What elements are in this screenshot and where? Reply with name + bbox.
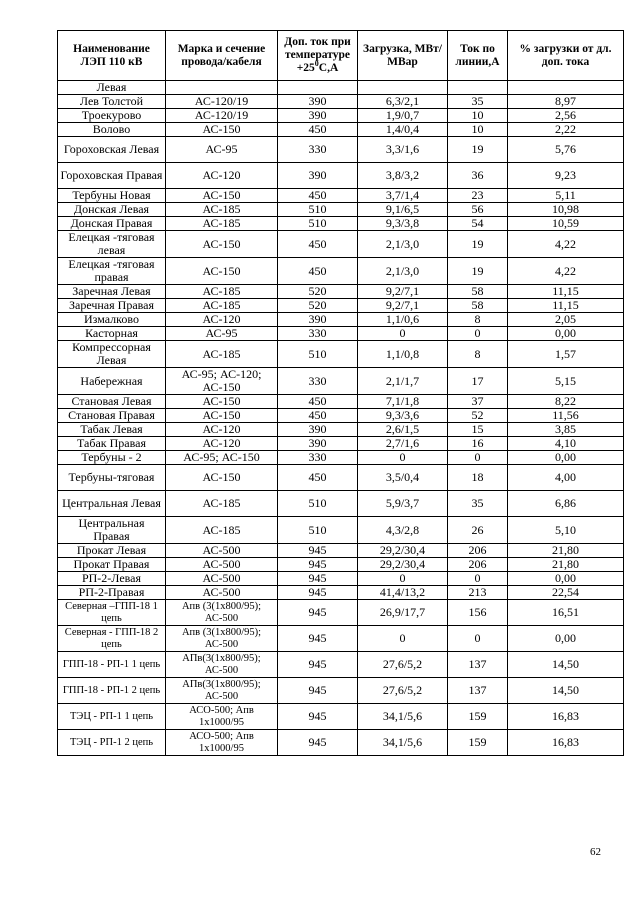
table-row <box>58 137 624 163</box>
table-header-row <box>58 31 624 81</box>
table-row <box>58 163 624 189</box>
wire-cell: АС-150 <box>166 395 278 409</box>
load-cell: 4,3/2,8 <box>358 517 448 544</box>
line-current-cell: 58 <box>448 299 508 313</box>
wire-cell: АС-500 <box>166 572 278 586</box>
line-name-cell: Табак Правая <box>58 437 166 451</box>
line-current-cell: 0 <box>448 626 508 652</box>
load-cell: 5,9/3,7 <box>358 491 448 517</box>
allowed-current-cell: 450 <box>278 189 358 203</box>
table-row <box>58 258 624 285</box>
allowed-current-cell: 520 <box>278 299 358 313</box>
load-percent-cell: 4,00 <box>508 465 624 491</box>
allowed-current-cell: 330 <box>278 368 358 395</box>
wire-cell: АПв(3(1х800/95); АС-500 <box>166 678 278 704</box>
wire-cell: АС-500 <box>166 544 278 558</box>
wire-cell: АС-95 <box>166 137 278 163</box>
allowed-current-cell: 330 <box>278 327 358 341</box>
table-row <box>58 341 624 368</box>
wire-cell: АС-150 <box>166 258 278 285</box>
load-cell: 3,5/0,4 <box>358 465 448 491</box>
table-row <box>58 678 624 704</box>
line-current-cell: 159 <box>448 704 508 730</box>
table-row <box>58 423 624 437</box>
wire-cell: АС-185 <box>166 341 278 368</box>
table-row <box>58 203 624 217</box>
table-row <box>58 544 624 558</box>
wire-cell: АС-150 <box>166 409 278 423</box>
allowed-current-cell: 945 <box>278 600 358 626</box>
table-row <box>58 600 624 626</box>
line-current-cell: 10 <box>448 109 508 123</box>
load-percent-cell: 16,83 <box>508 704 624 730</box>
load-percent-cell: 5,11 <box>508 189 624 203</box>
wire-cell: АС-185 <box>166 217 278 231</box>
line-name-cell: Гороховская Правая <box>58 163 166 189</box>
load-cell: 9,3/3,6 <box>358 409 448 423</box>
load-percent-cell: 2,05 <box>508 313 624 327</box>
line-name-cell: Касторная <box>58 327 166 341</box>
load-percent-cell: 0,00 <box>508 572 624 586</box>
table-row <box>58 572 624 586</box>
load-percent-cell: 0,00 <box>508 626 624 652</box>
line-current-cell: 159 <box>448 730 508 756</box>
wire-cell: АС-185 <box>166 285 278 299</box>
wire-cell: АСО-500; Апв 1х1000/95 <box>166 704 278 730</box>
table-row <box>58 217 624 231</box>
line-current-cell: 156 <box>448 600 508 626</box>
load-cell: 7,1/1,8 <box>358 395 448 409</box>
load-cell: 27,6/5,2 <box>358 678 448 704</box>
load-percent-cell: 5,76 <box>508 137 624 163</box>
line-name-cell: ТЭЦ - РП-1 1 цепь <box>58 704 166 730</box>
load-cell: 1,9/0,7 <box>358 109 448 123</box>
line-name-cell: Северная –ГПП-18 1 цепь <box>58 600 166 626</box>
line-name-cell: Донская Правая <box>58 217 166 231</box>
wire-cell: АС-95 <box>166 327 278 341</box>
load-percent-cell: 5,10 <box>508 517 624 544</box>
allowed-current-cell: 390 <box>278 437 358 451</box>
line-current-cell: 137 <box>448 652 508 678</box>
line-name-cell: Лев Толстой <box>58 95 166 109</box>
load-cell: 0 <box>358 626 448 652</box>
line-name-cell: Центральная Правая <box>58 517 166 544</box>
line-current-cell: 206 <box>448 544 508 558</box>
load-cell: 1,1/0,8 <box>358 341 448 368</box>
load-percent-cell: 4,10 <box>508 437 624 451</box>
table-row <box>58 313 624 327</box>
wire-cell: АС-120 <box>166 313 278 327</box>
load-cell: 29,2/30,4 <box>358 544 448 558</box>
line-current-cell: 0 <box>448 572 508 586</box>
line-current-cell: 36 <box>448 163 508 189</box>
allowed-current-cell: 510 <box>278 217 358 231</box>
load-percent-cell: 2,22 <box>508 123 624 137</box>
line-current-cell: 206 <box>448 558 508 572</box>
allowed-current-cell: 390 <box>278 109 358 123</box>
allowed-current-cell: 510 <box>278 517 358 544</box>
load-cell: 26,9/17,7 <box>358 600 448 626</box>
wire-cell: АС-185 <box>166 491 278 517</box>
line-name-cell: ТЭЦ - РП-1 2 цепь <box>58 730 166 756</box>
line-current-cell: 19 <box>448 137 508 163</box>
table-row <box>58 109 624 123</box>
allowed-current-cell: 945 <box>278 544 358 558</box>
header-name: Наименование ЛЭП 110 кВ <box>58 31 166 81</box>
line-current-cell: 35 <box>448 95 508 109</box>
load-percent-cell: 10,98 <box>508 203 624 217</box>
table-row <box>58 327 624 341</box>
line-name-cell: Елецкая -тяговая правая <box>58 258 166 285</box>
table-row <box>58 586 624 600</box>
line-name-cell: Табак Левая <box>58 423 166 437</box>
line-current-cell: 26 <box>448 517 508 544</box>
load-cell: 41,4/13,2 <box>358 586 448 600</box>
allowed-current-cell: 450 <box>278 395 358 409</box>
load-cell: 9,2/7,1 <box>358 285 448 299</box>
load-percent-cell: 10,59 <box>508 217 624 231</box>
allowed-current-cell: 945 <box>278 586 358 600</box>
line-current-cell: 137 <box>448 678 508 704</box>
load-cell: 0 <box>358 327 448 341</box>
line-current-cell: 17 <box>448 368 508 395</box>
line-current-cell: 8 <box>448 341 508 368</box>
load-percent-cell: 5,15 <box>508 368 624 395</box>
load-percent-cell: 22,54 <box>508 586 624 600</box>
table-row <box>58 451 624 465</box>
line-current-cell: 58 <box>448 285 508 299</box>
load-cell: 27,6/5,2 <box>358 652 448 678</box>
wire-cell: АС-120 <box>166 437 278 451</box>
line-name-cell: Заречная Правая <box>58 299 166 313</box>
table-row <box>58 730 624 756</box>
allowed-current-cell: 945 <box>278 652 358 678</box>
line-current-cell: 15 <box>448 423 508 437</box>
load-cell: 2,1/3,0 <box>358 258 448 285</box>
load-cell: 34,1/5,6 <box>358 704 448 730</box>
wire-cell: АС-150 <box>166 465 278 491</box>
load-cell: 3,3/1,6 <box>358 137 448 163</box>
table-row <box>58 123 624 137</box>
allowed-current-cell: 450 <box>278 409 358 423</box>
load-cell: 34,1/5,6 <box>358 730 448 756</box>
table-row <box>58 491 624 517</box>
line-name-cell: Тербуны-тяговая <box>58 465 166 491</box>
line-name-cell: Северная - ГПП-18 2 цепь <box>58 626 166 652</box>
table-row <box>58 652 624 678</box>
power-lines-table <box>57 30 624 756</box>
line-current-cell: 8 <box>448 313 508 327</box>
line-name-cell: Донская Левая <box>58 203 166 217</box>
line-current-cell: 52 <box>448 409 508 423</box>
line-name-cell: Прокат Правая <box>58 558 166 572</box>
line-name-cell: Измалково <box>58 313 166 327</box>
load-percent-cell: 16,51 <box>508 600 624 626</box>
table-row <box>58 95 624 109</box>
wire-cell: АС-185 <box>166 203 278 217</box>
load-cell: 9,2/7,1 <box>358 299 448 313</box>
line-current-cell: 37 <box>448 395 508 409</box>
load-cell: 1,1/0,6 <box>358 313 448 327</box>
wire-cell: АС-120 <box>166 163 278 189</box>
table-row <box>58 626 624 652</box>
wire-cell: АСО-500; Апв 1х1000/95 <box>166 730 278 756</box>
table-row <box>58 558 624 572</box>
section-row <box>58 81 624 95</box>
load-cell: 1,4/0,4 <box>358 123 448 137</box>
wire-cell: АС-120/19 <box>166 95 278 109</box>
load-percent-cell: 11,15 <box>508 285 624 299</box>
allowed-current-cell: 330 <box>278 137 358 163</box>
table-row <box>58 189 624 203</box>
table-row <box>58 409 624 423</box>
wire-cell: АС-500 <box>166 558 278 572</box>
line-name-cell: Становая Правая <box>58 409 166 423</box>
load-percent-cell: 14,50 <box>508 678 624 704</box>
table-row <box>58 368 624 395</box>
load-percent-cell: 14,50 <box>508 652 624 678</box>
line-name-cell: Прокат Левая <box>58 544 166 558</box>
line-current-cell: 56 <box>448 203 508 217</box>
wire-cell: АС-120 <box>166 423 278 437</box>
page-number: 62 <box>590 846 601 858</box>
load-cell: 9,3/3,8 <box>358 217 448 231</box>
load-cell: 2,1/1,7 <box>358 368 448 395</box>
line-name-cell: РП-2-Правая <box>58 586 166 600</box>
load-cell: 2,6/1,5 <box>358 423 448 437</box>
table-row <box>58 285 624 299</box>
line-current-cell: 0 <box>448 327 508 341</box>
wire-cell: Апв (3(1х800/95); АС-500 <box>166 626 278 652</box>
allowed-current-cell: 450 <box>278 231 358 258</box>
line-name-cell: Заречная Левая <box>58 285 166 299</box>
load-cell: 2,7/1,6 <box>358 437 448 451</box>
wire-cell: АС-185 <box>166 299 278 313</box>
table-row <box>58 437 624 451</box>
line-name-cell: Тербуны Новая <box>58 189 166 203</box>
allowed-current-cell: 390 <box>278 95 358 109</box>
load-percent-cell: 4,22 <box>508 258 624 285</box>
allowed-current-cell: 450 <box>278 123 358 137</box>
line-current-cell: 0 <box>448 451 508 465</box>
load-percent-cell: 16,83 <box>508 730 624 756</box>
allowed-current-cell: 390 <box>278 313 358 327</box>
line-current-cell: 213 <box>448 586 508 600</box>
line-current-cell: 19 <box>448 258 508 285</box>
load-percent-cell: 4,22 <box>508 231 624 258</box>
wire-cell: АС-185 <box>166 517 278 544</box>
wire-cell: АС-95; АС-120; АС-150 <box>166 368 278 395</box>
line-current-cell: 18 <box>448 465 508 491</box>
load-cell: 0 <box>358 451 448 465</box>
allowed-current-cell: 330 <box>278 451 358 465</box>
line-name-cell: Центральная Левая <box>58 491 166 517</box>
table-body <box>58 81 624 756</box>
load-percent-cell: 2,56 <box>508 109 624 123</box>
wire-cell: АС-95; АС-150 <box>166 451 278 465</box>
load-percent-cell: 0,00 <box>508 451 624 465</box>
load-cell: 0 <box>358 572 448 586</box>
line-name-cell: Елецкая -тяговая левая <box>58 231 166 258</box>
load-cell: 6,3/2,1 <box>358 95 448 109</box>
load-percent-cell: 6,86 <box>508 491 624 517</box>
table-row <box>58 299 624 313</box>
load-cell: 9,1/6,5 <box>358 203 448 217</box>
allowed-current-cell: 945 <box>278 678 358 704</box>
allowed-current-cell: 510 <box>278 491 358 517</box>
allowed-current-cell: 945 <box>278 704 358 730</box>
wire-cell: АПв(3(1х800/95); АС-500 <box>166 652 278 678</box>
section-label: Левая <box>58 81 166 95</box>
load-percent-cell: 8,22 <box>508 395 624 409</box>
line-name-cell: Набережная <box>58 368 166 395</box>
allowed-current-cell: 390 <box>278 163 358 189</box>
load-percent-cell: 11,56 <box>508 409 624 423</box>
line-name-cell: Троекурово <box>58 109 166 123</box>
load-percent-cell: 21,80 <box>508 558 624 572</box>
header-allowed-current: Доп. ток при температуре $+25^0С,А$ <box>278 31 358 81</box>
load-cell: 3,7/1,4 <box>358 189 448 203</box>
load-cell: 29,2/30,4 <box>358 558 448 572</box>
header-line-current: Ток по линии,А <box>448 31 508 81</box>
load-percent-cell: 1,57 <box>508 341 624 368</box>
line-current-cell: 35 <box>448 491 508 517</box>
table-row <box>58 465 624 491</box>
line-current-cell: 23 <box>448 189 508 203</box>
table-row <box>58 517 624 544</box>
allowed-current-cell: 390 <box>278 423 358 437</box>
table-row <box>58 395 624 409</box>
line-current-cell: 10 <box>448 123 508 137</box>
load-percent-cell: 11,15 <box>508 299 624 313</box>
wire-cell: Апв (3(1х800/95); АС-500 <box>166 600 278 626</box>
load-cell: 3,8/3,2 <box>358 163 448 189</box>
line-current-cell: 19 <box>448 231 508 258</box>
header-load: Загрузка, МВт/МВар <box>358 31 448 81</box>
allowed-current-cell: 945 <box>278 626 358 652</box>
load-percent-cell: 9,23 <box>508 163 624 189</box>
table-row <box>58 704 624 730</box>
header-load-percent: % загрузки от дл. доп. тока <box>508 31 624 81</box>
line-name-cell: Гороховская Левая <box>58 137 166 163</box>
table-row <box>58 231 624 258</box>
allowed-current-cell: 510 <box>278 341 358 368</box>
allowed-current-cell: 450 <box>278 465 358 491</box>
load-cell: 2,1/3,0 <box>358 231 448 258</box>
wire-cell: АС-500 <box>166 586 278 600</box>
load-percent-cell: 3,85 <box>508 423 624 437</box>
wire-cell: АС-120/19 <box>166 109 278 123</box>
line-current-cell: 54 <box>448 217 508 231</box>
line-current-cell: 16 <box>448 437 508 451</box>
allowed-current-cell: 450 <box>278 258 358 285</box>
allowed-current-cell: 520 <box>278 285 358 299</box>
wire-cell: АС-150 <box>166 189 278 203</box>
line-name-cell: Волово <box>58 123 166 137</box>
load-percent-cell: 21,80 <box>508 544 624 558</box>
wire-cell: АС-150 <box>166 123 278 137</box>
line-name-cell: РП-2-Левая <box>58 572 166 586</box>
allowed-current-cell: 945 <box>278 572 358 586</box>
header-wire: Марка и сечение провода/кабеля <box>166 31 278 81</box>
line-name-cell: Тербуны - 2 <box>58 451 166 465</box>
load-percent-cell: 8,97 <box>508 95 624 109</box>
load-percent-cell: 0,00 <box>508 327 624 341</box>
line-name-cell: Становая Левая <box>58 395 166 409</box>
allowed-current-cell: 510 <box>278 203 358 217</box>
line-name-cell: Компрессорная Левая <box>58 341 166 368</box>
line-name-cell: ГПП-18 - РП-1 1 цепь <box>58 652 166 678</box>
allowed-current-cell: 945 <box>278 558 358 572</box>
wire-cell: АС-150 <box>166 231 278 258</box>
line-name-cell: ГПП-18 - РП-1 2 цепь <box>58 678 166 704</box>
allowed-current-cell: 945 <box>278 730 358 756</box>
